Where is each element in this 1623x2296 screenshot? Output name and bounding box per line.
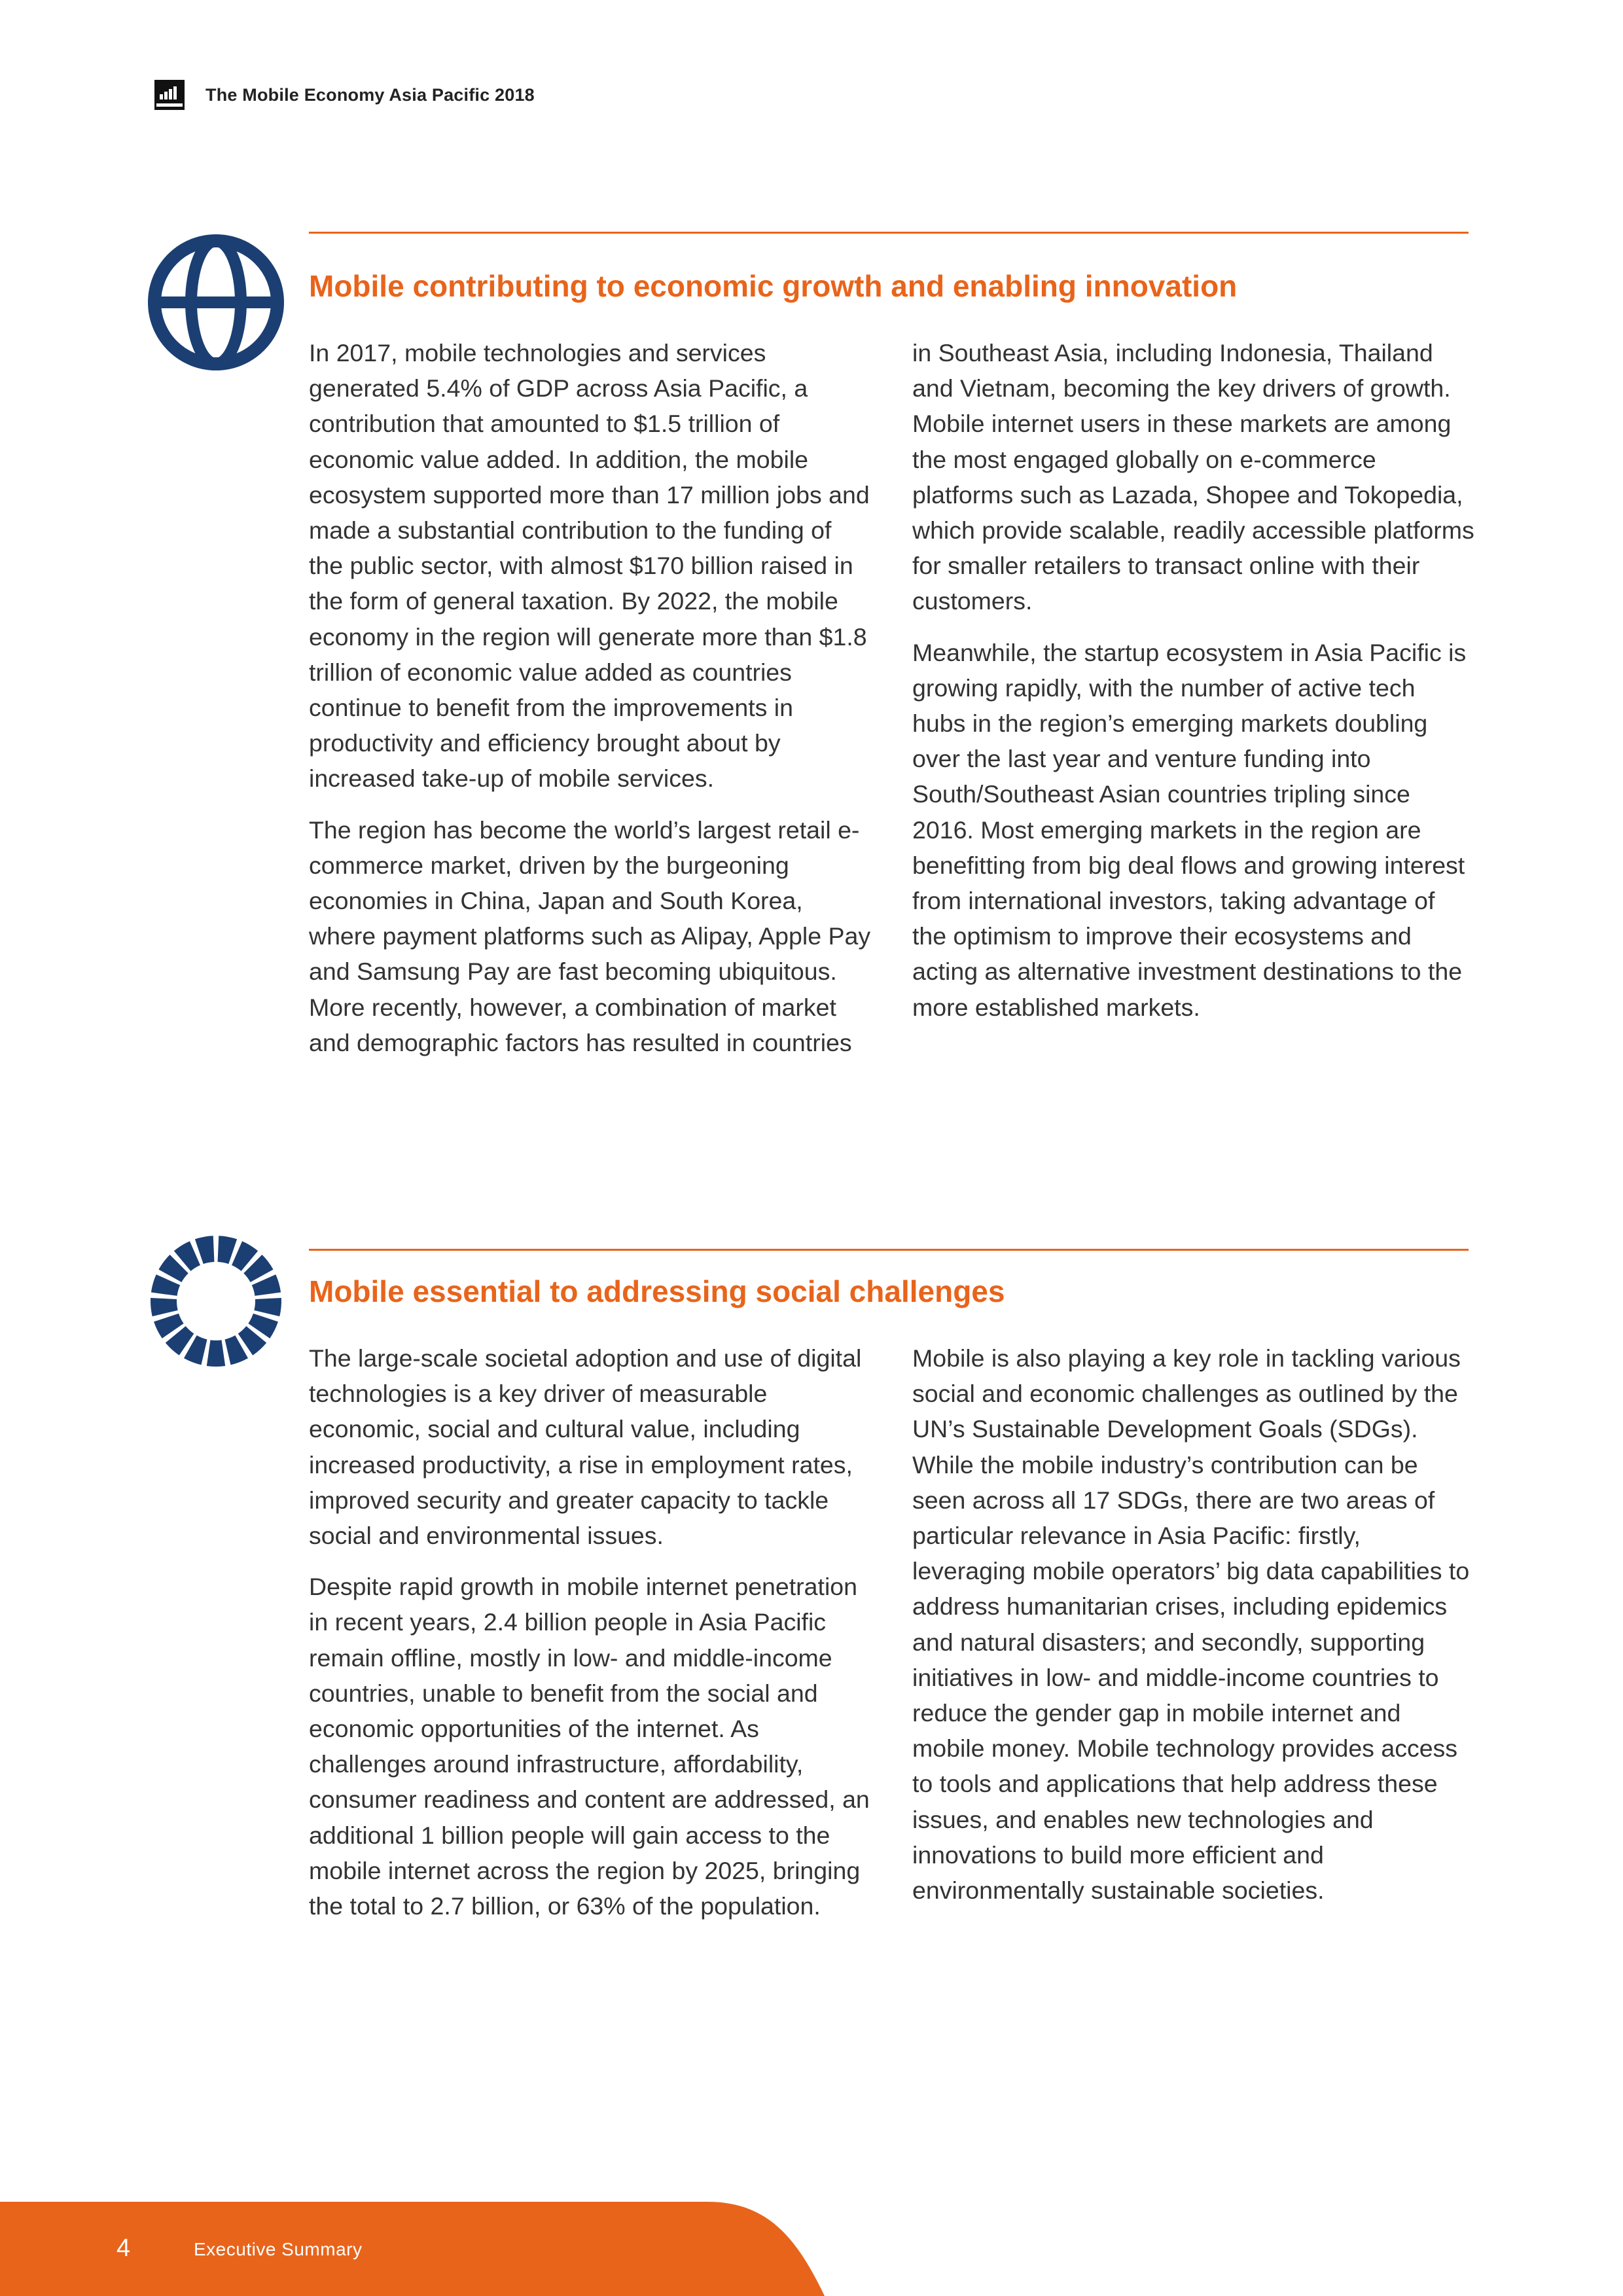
section-heading: Mobile essential to addressing social challenges: [309, 1274, 1005, 1308]
text-column-left: [309, 1340, 872, 1939]
footer-section-label: Executive Summary: [194, 2239, 363, 2259]
page-number: 4: [116, 2234, 131, 2262]
section-divider: [309, 232, 1469, 234]
sdg-wheel-segment: [207, 1340, 225, 1367]
sdg-wheel-icon: [148, 1233, 284, 1369]
paragraph: The large-scale societal adoption and use of digital technologies is a key driver of measurable economic, social and cultural value, including increased productivity, a rise in employment rates, improved security and greater capacity to tackle social and environmental issues.: [309, 1344, 862, 1550]
section-divider: [309, 1249, 1469, 1251]
paragraph: Meanwhile, the startup ecosystem in Asia Pacific is growing rapidly, with the number of active tech hubs in the region’s emerging markets doubling over the last year and venture funding into South/Southeast Asian countries tripling since 2016. Most emerging markets in the region are benefitting from big deal flows and growing interest from international investors, taking advantage of the optimism to improve their ecosystems and acting as alternative investment destinations to the more established markets.: [912, 638, 1467, 1021]
sdg-wheel-segment: [254, 1298, 281, 1316]
paragraph: Mobile is also playing a key role in tackling various social and economic challenges as outlined by the UN’s Sustainable Development Goals (SDGs). While the mobile industry’s contribution can be seen across all 17 SDGs, there are two areas of particular relevance in Asia Pacific: firstly, leveraging mobile operators’ big data capabilities to address humanitarian crises, including epidemics and natural disasters; and secondly, supporting initiatives in low- and middle-income countries to reduce the gender gap in mobile internet and mobile money. Mobile technology provides access to tools and applications that help address these issues, and enables new technologies and innovations to build more efficient and environmentally sustainable societies.: [912, 1344, 1470, 1905]
document-title: The Mobile Economy Asia Pacific 2018: [205, 84, 535, 105]
signal-bars-icon: [158, 85, 181, 99]
sdg-wheel-segment: [151, 1298, 178, 1316]
text-column-right: [912, 335, 1475, 1041]
paragraph: In 2017, mobile technologies and services generated 5.4% of GDP across Asia Pacific, a contribution that amounted to $1.5 trillion of economic value added. In addition, the mobile ecosystem supported more than 17 million jobs and made a substantial contribution to the funding of the public sector, with almost $170 billion raised in the form of general taxation. By 2022, the mobile economy in the region will generate more than $1.8 trillion of economic value added as countries continue to benefit from the improvements in productivity and efficiency brought about by increased take-up of mobile services.: [309, 339, 870, 793]
gsma-logo: [154, 80, 185, 110]
paragraph: in Southeast Asia, including Indonesia, Thailand and Vietnam, becoming the key drivers of growth. Mobile internet users in these markets are among the most engaged globally on e-commerce platforms such as Lazada, Shopee and Tokopedia, which provide scalable, readily accessible platforms for smaller retailers to transact online with their customers.: [912, 339, 1474, 615]
section-heading: Mobile contributing to economic growth and enabling innovation: [309, 269, 1238, 303]
text-column-right: [912, 1340, 1475, 1924]
paragraph: Despite rapid growth in mobile internet penetration in recent years, 2.4 billion people in Asia Pacific remain offline, mostly in low- and middle-income countries, unable to benefit from the social and economic opportunities of the internet. As challenges around infrastructure, affordability, consumer readiness and content are addressed, an additional 1 billion people will gain access to the mobile internet across the region by 2025, bringing the total to 2.7 billion, or 63% of the population.: [309, 1573, 870, 1920]
paragraph: The region has become the world’s largest retail e-commerce market, driven by the burgeoning economies in China, Japan and South Korea, where payment platforms such as Alipay, Apple Pay and Samsung Pay are fast becoming ubiquitous. More recently, however, a combination of market and demographic factors has resulted in countries: [309, 816, 871, 1056]
text-column-left: [309, 335, 872, 1076]
page-header: [154, 80, 535, 110]
globe-icon: [148, 234, 284, 370]
